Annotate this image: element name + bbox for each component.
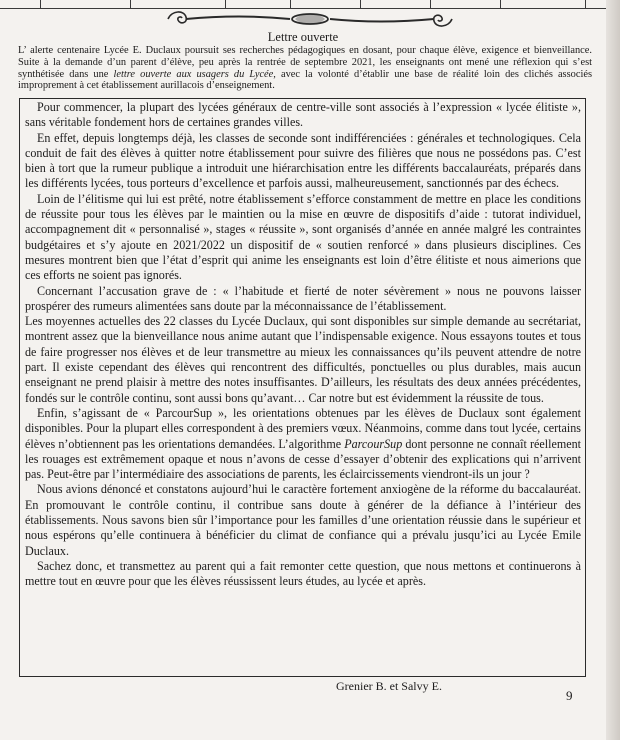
parcoursup-italic: ParcourSup <box>344 436 403 451</box>
intro-text: L’ alerte centenaire Lycée E. Duclaux poursuit ses recherches pédagogiques en dosant, pour chaque élève, exigence et bienveillance. Suite à la demande d’un parent d’élève, peu après la rentrée de septembre 2021, les enseignants ont mené une réflexion qui s’est synthétisée dans une <box>18 45 592 80</box>
table-divider <box>360 0 361 8</box>
signature: Grenier B. et Salvy E. <box>336 679 442 693</box>
intro-italic-title: lettre ouverte aux usagers du Lycée <box>113 68 274 80</box>
parcoursup-text-end: dont personne ne connaît réellement les rouages est extrêmement opaque et nous n’avons de cesse d’essayer d’obtenir des explications qui n’arrivent pas. Peut-être par l’intermédiaire des associations de parents, les éclaircissements viendront-ils un jour ? <box>25 436 582 482</box>
table-divider <box>40 0 41 8</box>
paragraph-reform: Nous avions dénoncé et constatons aujourd’hui le caractère fortement anxiogène de la réforme du baccalauréat. En promouvant le contrôle continu, il contribue sans doute à générer de la défiance à l’intérieur des établissements. Nous savons bien sûr l’importance pour les familles d’une orientation réussie dans le supérieur et nous espérons qu’elle continuera à bénéficier du climat de confiance qui a prévalu jusqu’ici au Lycée Emile Duclaux. <box>25 482 581 558</box>
paragraph-intro: Pour commencer, la plupart des lycées généraux de centre-ville sont associés à l’expression « lycée élitiste », sans véritable fondement hors de certaines grandes villes. <box>25 100 581 130</box>
decorative-ornament <box>160 8 460 30</box>
intro-paragraph <box>18 45 592 92</box>
page-edge-shadow <box>606 0 620 740</box>
table-divider <box>130 0 131 8</box>
paragraph-conclusion: Sachez donc, et transmettez au parent qui a fait remonter cette question, que nous mettons et continuerons à mettre tout en œuvre pour que les élèves réussissent leurs études, au lycée et après. <box>25 558 581 589</box>
paragraph-parcoursup <box>25 406 581 482</box>
table-divider <box>430 0 431 8</box>
parcoursup-text: Enfin, s’agissant de « ParcourSup », les orientations obtenues par les élèves de Duclaux sont également disponibles. Pour la plupart elles correspondent à des premiers vœux. Néanmoins, comme dans tout lycée, certains élèves n’obtiennent pas les orientations demandées. L’algorithme <box>25 405 581 451</box>
table-divider <box>225 0 226 8</box>
paragraph-accusation: Concernant l’accusation grave de : « l’habitude et fierté de noter sévèrement » nous ne pouvons laisser prospérer des rumeurs alimentées sans doute par la méconnaissance de l’établissement. <box>25 283 581 313</box>
intro-text-end: , avec la volonté d’établir une base de réalité loin des clichés associés improprement à cet établissement aurillacois d’enseignement. <box>18 68 592 92</box>
paragraph-averages: Les moyennes actuelles des 22 classes du Lycée Duclaux, qui sont disponibles sur simple demande au secrétariat, montrent assez que la bienveillance nous anime autant que l’indispensable exigence. Nous essayons toutes et tous de faire progresser nos élèves et de leur transmettre au mieux les connaissances qu’ils peuvent attendre de notre part. Il existe cependant des élèves qui rencontrent des difficultés, ponctuelles ou plus durables, mais aucun enseignant ne prend plaisir à mettre des notes insuffisantes. D’ailleurs, les résultats des deux années précédentes, fondés sur le contrôle continu, sont aussi bons qu’avant… Car notre but est évidemment la réussite de tous. <box>25 314 581 405</box>
table-divider <box>500 0 501 8</box>
letter-body <box>25 100 581 590</box>
paragraph-elitism: Loin de l’élitisme qui lui est prêté, notre établissement s’efforce constamment de mettre en place les conditions de réussite pour tous les élèves par le maintien ou la mise en œuvre de dispositifs d’aide : tutorat individuel, accompagnement dit « personnalisé », stages « réussite », sont organisés d’année en année malgré les contraintes budgétaires et s’y ajoute en 2021/2022 un dispositif de « soutien renforcé » dans plusieurs disciplines. Ces mesures montrent bien que l’état d’esprit qui anime les enseignants est loin d’être élitiste et nous aimerions que ces efforts ne soient pas ignorés. <box>25 191 581 283</box>
table-divider <box>585 0 586 8</box>
table-divider <box>290 0 291 8</box>
page-title: Lettre ouverte <box>267 30 339 44</box>
paragraph-classes: En effet, depuis longtemps déjà, les classes de seconde sont indifférenciées : générales et technologiques. Cela conduit de fait des élèves à quitter notre établissement pour suivre des filières que nous ne possédons pas. C’est bien à tort que la rumeur publique a introduit une hiérarchisation entre les différents baccalauréats, préparés dans les différents lycées, tous porteurs d’excellence et parfois aussi, malheureusement, sanctionnés par des échecs. <box>25 130 581 191</box>
page-number: 9 <box>566 688 573 703</box>
